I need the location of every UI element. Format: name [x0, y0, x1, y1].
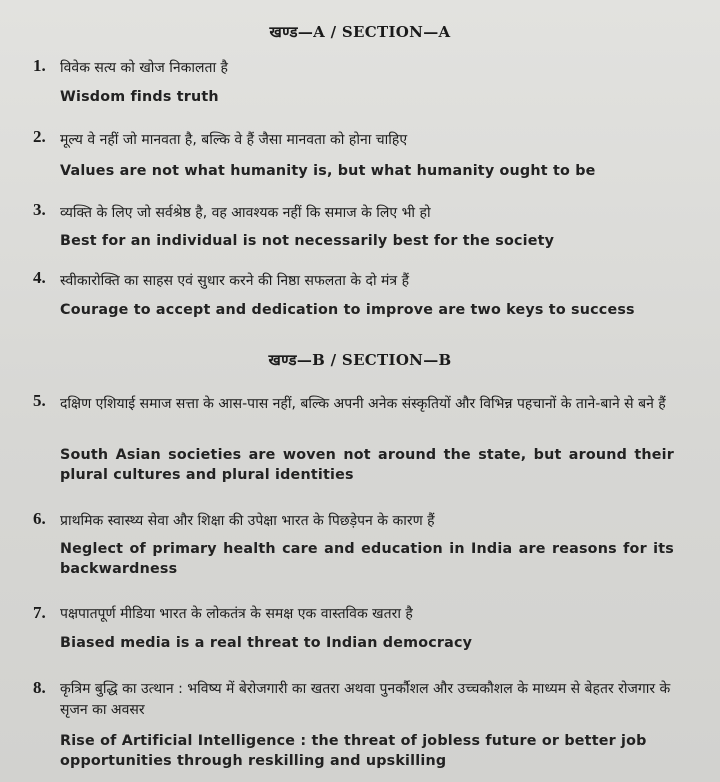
- question-english: Biased media is a real threat to Indian democracy: [60, 635, 473, 651]
- question-english: Courage to accept and dedication to improve are two keys to success: [60, 302, 635, 318]
- question-number: 1.: [33, 56, 46, 75]
- question-english: Values are not what humanity is, but what humanity ought to be: [60, 163, 596, 179]
- question-english: Neglect of primary health care and education in India are reasons for its backwardness: [60, 541, 674, 577]
- question-number: 4.: [33, 268, 46, 287]
- question-english: South Asian societies are woven not around the state, but around their plural cultures and plural identities: [60, 447, 674, 483]
- question-number: 8.: [33, 678, 46, 697]
- section-b-heading: खण्ड—B / SECTION—B: [268, 351, 452, 369]
- question-number: 2.: [33, 127, 46, 146]
- question-number: 5.: [33, 391, 46, 410]
- question-hindi: दक्षिण एशियाई समाज सत्ता के आस-पास नहीं, बल्कि अपनी अनेक संस्कृतियों और विभिन्न पहचानों के ताने-बाने से बने हैं: [60, 396, 666, 412]
- section-a-heading: खण्ड—A / SECTION—A: [269, 23, 451, 41]
- question-english: Wisdom finds truth: [60, 89, 219, 105]
- question-hindi: स्वीकारोक्ति का साहस एवं सुधार करने की निष्ठा सफलता के दो मंत्र हैं: [60, 273, 410, 289]
- question-number: 7.: [33, 603, 46, 622]
- question-hindi: प्राथमिक स्वास्थ्य सेवा और शिक्षा की उपेक्षा भारत के पिछड़ेपन के कारण हैं: [60, 513, 435, 529]
- question-hindi: मूल्य वे नहीं जो मानवता है, बल्कि वे हैं जैसा मानवता को होना चाहिए: [60, 132, 408, 148]
- question-number: 6.: [33, 509, 46, 528]
- question-hindi: कृत्रिम बुद्धि का उत्थान : भविष्य में बेरोजगारी का खतरा अथवा पुनर्कौशल और उच्चकौशल के माध्यम से बेहतर रोजगार के सृजन का अवसर: [60, 681, 671, 718]
- question-english: Best for an individual is not necessarily best for the society: [60, 233, 555, 249]
- question-hindi: व्यक्ति के लिए जो सर्वश्रेष्ठ है, वह आवश्यक नहीं कि समाज के लिए भी हो: [60, 205, 431, 221]
- question-hindi: विवेक सत्य को खोज निकालता है: [60, 60, 228, 76]
- question-number: 3.: [33, 200, 46, 219]
- question-english: Rise of Artificial Intelligence : the threat of jobless future or better job opportunities through reskilling and upskilling: [60, 733, 647, 769]
- question-hindi: पक्षपातपूर्ण मीडिया भारत के लोकतंत्र के समक्ष एक वास्तविक खतरा है: [60, 606, 413, 622]
